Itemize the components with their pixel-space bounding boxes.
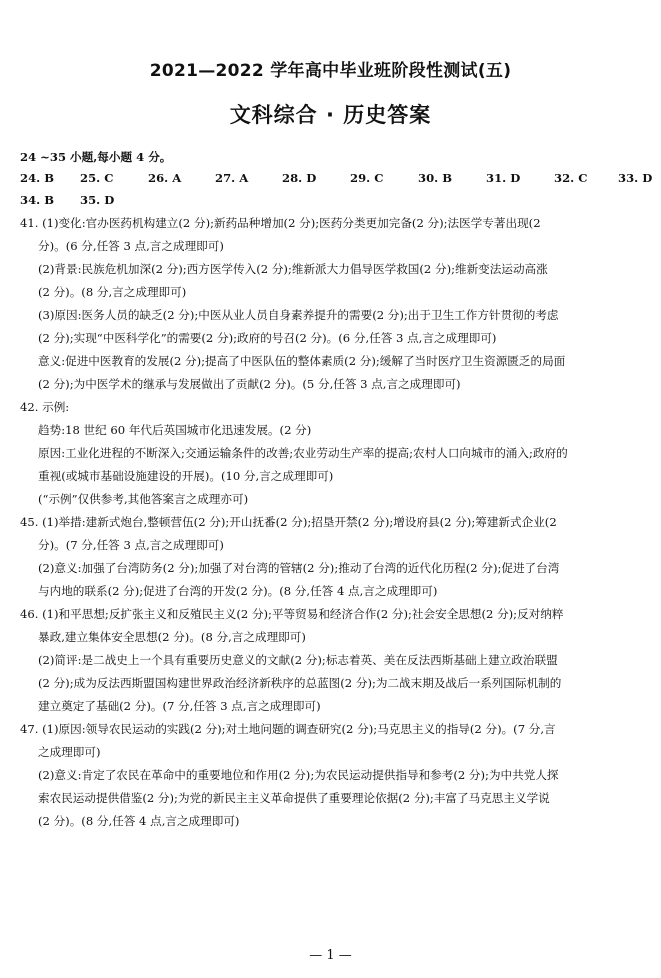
q41-line: 41. (1)变化:官办医药机构建立(2 分);新药品种增加(2 分);医药分类更加完备(2 分);法医学专著出现(2 [20, 216, 541, 230]
q46-line: 暴政,建立集体安全思想(2 分)。(8 分,言之成理即可) [38, 630, 306, 644]
q42-line: 趋势:18 世纪 60 年代后英国城市化迅速发展。(2 分) [38, 423, 312, 437]
answer-item: 24. B [20, 171, 55, 185]
answer-item: 33. D [618, 171, 653, 185]
q42-line: (“示例”仅供参考,其他答案言之成理亦可) [38, 492, 249, 506]
q41-line: 意义:促进中医教育的发展(2 分);提高了中医队伍的整体素质(2 分);缓解了当时医疗卫生资源匮乏的局面 [38, 354, 566, 368]
answer-item: 28. D [282, 171, 317, 185]
q42-line: 42. 示例: [20, 400, 70, 414]
q41-line: (3)原因:医务人员的缺乏(2 分);中医从业人员自身素养提升的需要(2 分);出于卫生工作方针贯彻的考虑 [38, 308, 559, 322]
answer-item: 29. C [350, 171, 384, 185]
answer-item: 26. A [148, 171, 182, 185]
q46-line: (2 分);成为反法西斯盟国构建世界政治经济新秩序的总蓝图(2 分);为二战末期及战后一系列国际机制的 [38, 676, 562, 690]
q41-line: (2)背景:民族危机加深(2 分);西方医学传入(2 分);维新派大力倡导医学救国(2 分);维新变法运动高涨 [38, 262, 548, 276]
q46-line: 建立奠定了基础(2 分)。(7 分,任答 3 点,言之成理即可) [38, 699, 321, 713]
q47-line: 47. (1)原因:领导农民运动的实践(2 分);对土地问题的调查研究(2 分);马克思主义的指导(2 分)。(7 分,言 [20, 722, 556, 736]
q41-line: (2 分)。(8 分,言之成理即可) [38, 285, 187, 299]
q42-line: 原因:工业化进程的不断深入;交通运输条件的改善;农业劳动生产率的提高;农村人口向城市的涌入;政府的 [38, 446, 568, 460]
q46-line: (2)简评:是二战史上一个具有重要历史意义的文献(2 分);标志着英、美在反法西斯基础上建立政治联盟 [38, 653, 558, 667]
answer-row-2 [20, 193, 650, 208]
answer-item: 31. D [486, 171, 521, 185]
multiple-choice-intro: 24 ~35 小题,每小题 4 分。 [20, 150, 172, 164]
q45-line: 45. (1)举措:建新式炮台,整顿营伍(2 分);开山抚番(2 分);招垦开禁(2 分);增设府县(2 分);筹建新式企业(2 [20, 515, 557, 529]
answer-row-1 [20, 171, 653, 186]
q41-line: (2 分);实现“中医科学化”的需要(2 分);政府的号召(2 分)。(6 分,任答 3 点,言之成理即可) [38, 331, 497, 345]
answer-item: 27. A [215, 171, 249, 185]
answer-item: 25. C [80, 171, 114, 185]
q45-line: 分)。(7 分,任答 3 点,言之成理即可) [38, 538, 224, 552]
q47-line: 索农民运动提供借鉴(2 分);为党的新民主主义革命提供了重要理论依据(2 分);丰富了马克思主义学说 [38, 791, 550, 805]
answer-item: 30. B [418, 171, 453, 185]
q46-line: 46. (1)和平思想;反扩张主义和反殖民主义(2 分);平等贸易和经济合作(2 分);社会安全思想(2 分);反对纳粹 [20, 607, 564, 621]
q42-line: 重视(或城市基础设施建设的开展)。(10 分,言之成理即可) [38, 469, 334, 483]
q47-line: (2)意义:肯定了农民在革命中的重要地位和作用(2 分);为农民运动提供指导和参考(2 分);为中共党人探 [38, 768, 559, 782]
q47-line: (2 分)。(8 分,任答 4 点,言之成理即可) [38, 814, 240, 828]
q45-line: 与内地的联系(2 分);促进了台湾的开发(2 分)。(8 分,任答 4 点,言之成理即可) [38, 584, 438, 598]
answer-item: 35. D [80, 193, 115, 207]
page-number: — 1 — [309, 948, 352, 963]
answer-item: 32. C [554, 171, 588, 185]
exam-title: 2021—2022 学年高中毕业班阶段性测试(五) [149, 61, 512, 81]
q45-line: (2)意义:加强了台湾防务(2 分);加强了对台湾的管辖(2 分);推动了台湾的近代化历程(2 分);促进了台湾 [38, 561, 560, 575]
answer-item: 34. B [20, 193, 55, 207]
q41-line: 分)。(6 分,任答 3 点,言之成理即可) [38, 239, 224, 253]
q41-line: (2 分);为中医学术的继承与发展做出了贡献(2 分)。(5 分,任答 3 点,言之成理即可) [38, 377, 461, 391]
q47-line: 之成理即可) [38, 745, 101, 759]
exam-subtitle: 文科综合 · 历史答案 [229, 103, 432, 127]
